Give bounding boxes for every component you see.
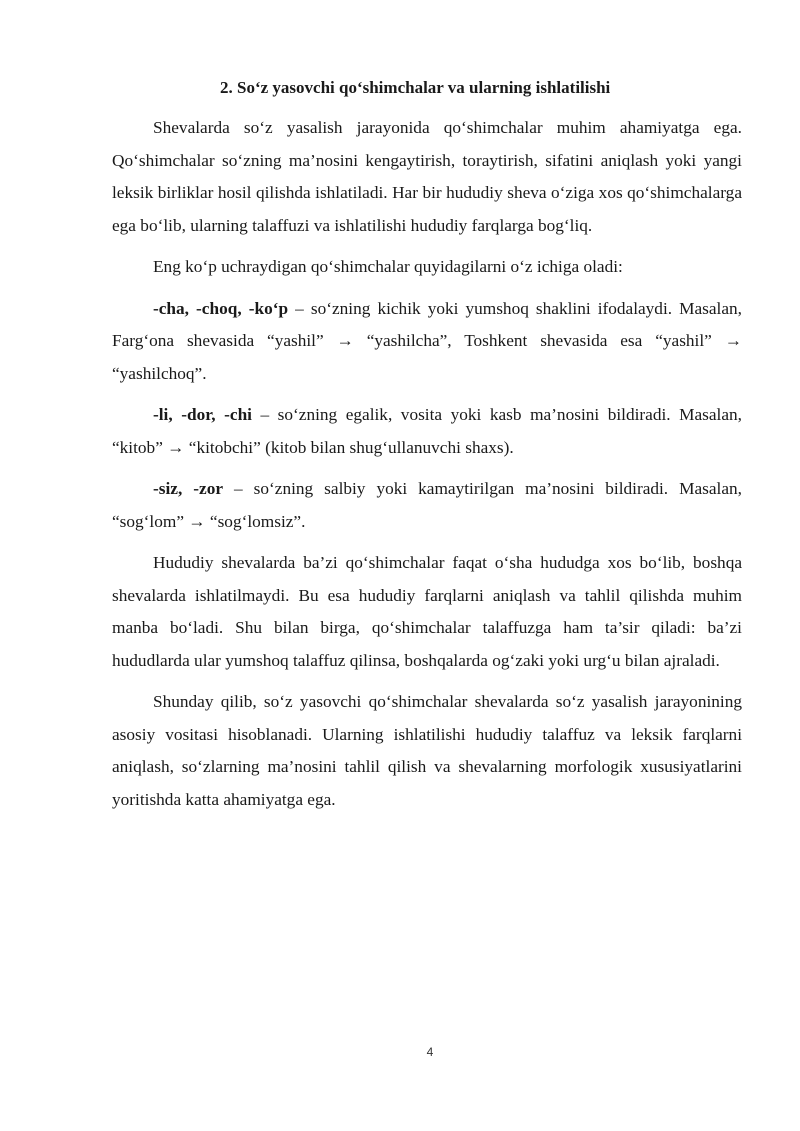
paragraph-intro: Shevalarda so‘z yasalish jarayonida qo‘shimchalar muhim ahamiyatga ega. Qo‘shimchalar so‘zning ma’nosini kengaytirish, toraytirish, sifatini aniqlash yoki yangi leksik birliklar hosil qilishda ishlatiladi. Har bir hududiy sheva o‘ziga xos qo‘shimchalarga ega bo‘lib, ularning talaffuzi va ishlatilishi hududiy farqlarga bog‘liq. [112,118,742,235]
page-number: 4 [426,1045,434,1059]
suffix-description: – so‘zning salbiy yoki kamaytirilgan ma’nosini bildiradi. Masalan, “sog‘lom” → “sog‘lomsiz”. [112,479,742,531]
paragraph-list-intro: Eng ko‘p uchraydigan qo‘shimchalar quyidagilarni o‘z ichiga oladi: [153,257,623,276]
suffix-description: – so‘zning egalik, vosita yoki kasb ma’nosini bildiradi. Masalan, “kitob” → “kitobchi” (kitob bilan shug‘ullanuvchi shaxs). [112,405,742,457]
suffix-term: -siz, -zor [153,479,224,498]
suffix-description: – so‘zning kichik yoki yumshoq shaklini ifodalaydi. Masalan, Farg‘ona shevasida “yashil” → “yashilcha”, Toshkent shevasida esa “yashil” → “yashilchoq”. [112,298,742,383]
suffix-term: -li, -dor, -chi [153,405,252,424]
section-heading: 2. So‘z yasovchi qo‘shimchalar va ularning ishlatilishi [220,78,611,97]
document-page [112,76,742,825]
paragraph-suffix-li [112,399,742,464]
paragraph-conclusion: Shunday qilib, so‘z yasovchi qo‘shimchalar shevalarda so‘z yasalish jarayonining asosiy vositasi hisoblanadi. Ularning ishlatilishi hududiy talaffuz va leksik farqlarni aniqlash, so‘zlarning ma’nosini tahlil qilish va shevalarning morfologik xususiyatlarini yoritishda katta ahamiyatga ega. [112,692,742,809]
paragraph-suffix-cha [112,293,742,391]
suffix-term: -cha, -choq, -ko‘p [153,298,289,318]
paragraph-regional: Hududiy shevalarda ba’zi qo‘shimchalar faqat o‘sha hududga xos bo‘lib, boshqa shevalarda ishlatilmaydi. Bu esa hududiy farqlarni aniqlash va tahlil qilishda muhim manba bo‘ladi. Shu bilan birga, qo‘shimchalar talaffuzga ham ta’sir qiladi: ba’zi hududlarda ular yumshoq talaffuz qilinsa, boshqalarda og‘zaki yoki urg‘u bilan ajraladi. [112,553,742,670]
paragraph-suffix-siz [112,473,742,538]
